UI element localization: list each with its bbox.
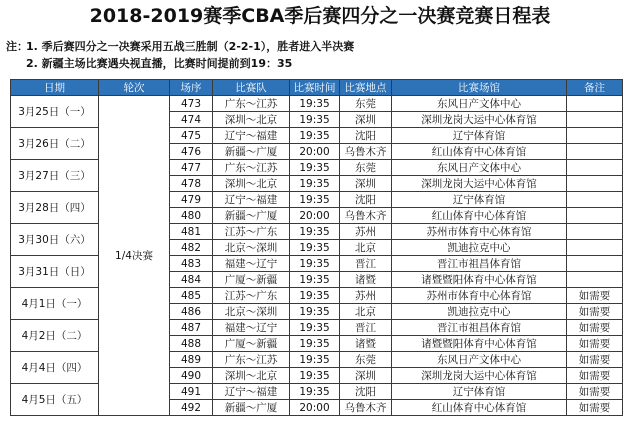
match-no-cell: 476 <box>170 144 213 160</box>
date-cell: 4月1日（一） <box>11 288 99 320</box>
city-cell: 乌鲁木齐 <box>340 208 392 224</box>
venue-cell: 东风日产文体中心 <box>392 352 567 368</box>
header-note: 备注 <box>567 80 623 96</box>
venue-cell: 深圳龙岗大运中心体育馆 <box>392 176 567 192</box>
note-cell <box>567 208 623 224</box>
time-cell: 19:35 <box>290 96 340 112</box>
note-cell <box>567 176 623 192</box>
notes-label: 注： <box>6 40 28 53</box>
match-no-cell: 491 <box>170 384 213 400</box>
time-cell: 19:35 <box>290 304 340 320</box>
time-cell: 19:35 <box>290 160 340 176</box>
header-date: 日期 <box>11 80 99 96</box>
teams-cell: 新疆～广厦 <box>213 208 290 224</box>
note-cell <box>567 144 623 160</box>
city-cell: 沈阳 <box>340 128 392 144</box>
match-no-cell: 482 <box>170 240 213 256</box>
header-match-no: 场序 <box>170 80 213 96</box>
match-no-cell: 483 <box>170 256 213 272</box>
teams-cell: 新疆～广厦 <box>213 400 290 416</box>
time-cell: 19:35 <box>290 256 340 272</box>
teams-cell: 深圳～北京 <box>213 176 290 192</box>
venue-cell: 凯迪拉克中心 <box>392 304 567 320</box>
header-venue: 比赛场馆 <box>392 80 567 96</box>
venue-cell: 诸暨暨阳体育中心体育馆 <box>392 272 567 288</box>
teams-cell: 北京～深圳 <box>213 240 290 256</box>
venue-cell: 晋江市祖昌体育馆 <box>392 256 567 272</box>
teams-cell: 深圳～北京 <box>213 112 290 128</box>
city-cell: 东莞 <box>340 96 392 112</box>
date-cell: 3月25日（一） <box>11 96 99 128</box>
round-cell: 1/4决赛 <box>99 96 170 416</box>
time-cell: 19:35 <box>290 224 340 240</box>
note-cell: 如需要 <box>567 320 623 336</box>
venue-cell: 苏州市体育中心体育馆 <box>392 288 567 304</box>
time-cell: 20:00 <box>290 144 340 160</box>
time-cell: 19:35 <box>290 272 340 288</box>
city-cell: 沈阳 <box>340 192 392 208</box>
date-cell: 3月26日（二） <box>11 128 99 160</box>
time-cell: 19:35 <box>290 288 340 304</box>
note-text-1: 1. 季后赛四分之一决赛采用五战三胜制（2-2-1），胜者进入半决赛 <box>26 40 355 53</box>
city-cell: 诸暨 <box>340 272 392 288</box>
teams-cell: 江苏～广东 <box>213 288 290 304</box>
note-line-1 <box>6 38 634 55</box>
match-no-cell: 480 <box>170 208 213 224</box>
table-header-row <box>11 80 623 96</box>
schedule-body <box>11 96 623 416</box>
teams-cell: 广厦～新疆 <box>213 336 290 352</box>
teams-cell: 福建～辽宁 <box>213 320 290 336</box>
city-cell: 诸暨 <box>340 336 392 352</box>
time-cell: 20:00 <box>290 208 340 224</box>
teams-cell: 广厦～新疆 <box>213 272 290 288</box>
note-cell <box>567 256 623 272</box>
time-cell: 19:35 <box>290 368 340 384</box>
notes-block <box>6 38 634 72</box>
header-round: 轮次 <box>99 80 170 96</box>
venue-cell: 东风日产文体中心 <box>392 96 567 112</box>
date-cell: 4月2日（二） <box>11 320 99 352</box>
teams-cell: 辽宁～福建 <box>213 192 290 208</box>
note-cell <box>567 224 623 240</box>
match-no-cell: 487 <box>170 320 213 336</box>
time-cell: 19:35 <box>290 240 340 256</box>
note-cell <box>567 112 623 128</box>
venue-cell: 红山体育中心体育馆 <box>392 400 567 416</box>
note-cell <box>567 128 623 144</box>
teams-cell: 广东～江苏 <box>213 160 290 176</box>
time-cell: 19:35 <box>290 352 340 368</box>
note-cell: 如需要 <box>567 400 623 416</box>
teams-cell: 新疆～广厦 <box>213 144 290 160</box>
city-cell: 东莞 <box>340 352 392 368</box>
city-cell: 晋江 <box>340 256 392 272</box>
header-teams: 比赛队 <box>213 80 290 96</box>
city-cell: 深圳 <box>340 176 392 192</box>
date-cell: 3月28日（四） <box>11 192 99 224</box>
time-cell: 19:35 <box>290 128 340 144</box>
venue-cell: 辽宁体育馆 <box>392 192 567 208</box>
note-text-2: 2. 新疆主场比赛遇央视直播，比赛时间提前到19：35 <box>26 57 293 70</box>
city-cell: 乌鲁木齐 <box>340 144 392 160</box>
venue-cell: 东风日产文体中心 <box>392 160 567 176</box>
date-cell: 4月4日（四） <box>11 352 99 384</box>
match-no-cell: 473 <box>170 96 213 112</box>
venue-cell: 辽宁体育馆 <box>392 128 567 144</box>
city-cell: 北京 <box>340 240 392 256</box>
date-cell: 3月31日（日） <box>11 256 99 288</box>
teams-cell: 深圳～北京 <box>213 368 290 384</box>
teams-cell: 北京～深圳 <box>213 304 290 320</box>
city-cell: 深圳 <box>340 368 392 384</box>
note-cell: 如需要 <box>567 384 623 400</box>
match-no-cell: 477 <box>170 160 213 176</box>
venue-cell: 辽宁体育馆 <box>392 384 567 400</box>
match-no-cell: 475 <box>170 128 213 144</box>
note-cell <box>567 240 623 256</box>
venue-cell: 深圳龙岗大运中心体育馆 <box>392 112 567 128</box>
time-cell: 19:35 <box>290 384 340 400</box>
date-cell: 3月27日（三） <box>11 160 99 192</box>
teams-cell: 福建～辽宁 <box>213 256 290 272</box>
header-city: 比赛地点 <box>340 80 392 96</box>
note-cell: 如需要 <box>567 288 623 304</box>
match-no-cell: 474 <box>170 112 213 128</box>
city-cell: 深圳 <box>340 112 392 128</box>
note-cell: 如需要 <box>567 336 623 352</box>
note-cell <box>567 160 623 176</box>
venue-cell: 红山体育中心体育馆 <box>392 144 567 160</box>
venue-cell: 深圳龙岗大运中心体育馆 <box>392 368 567 384</box>
city-cell: 北京 <box>340 304 392 320</box>
venue-cell: 苏州市体育中心体育馆 <box>392 224 567 240</box>
match-no-cell: 489 <box>170 352 213 368</box>
note-cell <box>567 192 623 208</box>
note-cell: 如需要 <box>567 352 623 368</box>
note-line-2 <box>6 55 634 72</box>
match-no-cell: 486 <box>170 304 213 320</box>
match-no-cell: 479 <box>170 192 213 208</box>
match-no-cell: 481 <box>170 224 213 240</box>
note-cell: 如需要 <box>567 304 623 320</box>
teams-cell: 广东～江苏 <box>213 96 290 112</box>
teams-cell: 江苏～广东 <box>213 224 290 240</box>
date-cell: 4月5日（五） <box>11 384 99 416</box>
teams-cell: 广东～江苏 <box>213 352 290 368</box>
match-no-cell: 490 <box>170 368 213 384</box>
note-cell <box>567 272 623 288</box>
time-cell: 19:35 <box>290 320 340 336</box>
city-cell: 晋江 <box>340 320 392 336</box>
teams-cell: 辽宁～福建 <box>213 384 290 400</box>
city-cell: 沈阳 <box>340 384 392 400</box>
venue-cell: 晋江市祖昌体育馆 <box>392 320 567 336</box>
city-cell: 苏州 <box>340 288 392 304</box>
venue-cell: 红山体育中心体育馆 <box>392 208 567 224</box>
match-no-cell: 484 <box>170 272 213 288</box>
city-cell: 东莞 <box>340 160 392 176</box>
header-time: 比赛时间 <box>290 80 340 96</box>
date-cell: 3月30日（六） <box>11 224 99 256</box>
match-no-cell: 488 <box>170 336 213 352</box>
match-no-cell: 485 <box>170 288 213 304</box>
venue-cell: 凯迪拉克中心 <box>392 240 567 256</box>
table-row <box>11 96 623 112</box>
match-no-cell: 492 <box>170 400 213 416</box>
time-cell: 20:00 <box>290 400 340 416</box>
match-no-cell: 478 <box>170 176 213 192</box>
page-title: 2018-2019赛季CBA季后赛四分之一决赛竞赛日程表 <box>89 5 551 27</box>
time-cell: 19:35 <box>290 192 340 208</box>
venue-cell: 诸暨暨阳体育中心体育馆 <box>392 336 567 352</box>
teams-cell: 辽宁～福建 <box>213 128 290 144</box>
city-cell: 乌鲁木齐 <box>340 400 392 416</box>
time-cell: 19:35 <box>290 336 340 352</box>
note-cell: 如需要 <box>567 368 623 384</box>
time-cell: 19:35 <box>290 176 340 192</box>
time-cell: 19:35 <box>290 112 340 128</box>
note-cell <box>567 96 623 112</box>
schedule-table <box>10 79 623 416</box>
city-cell: 苏州 <box>340 224 392 240</box>
